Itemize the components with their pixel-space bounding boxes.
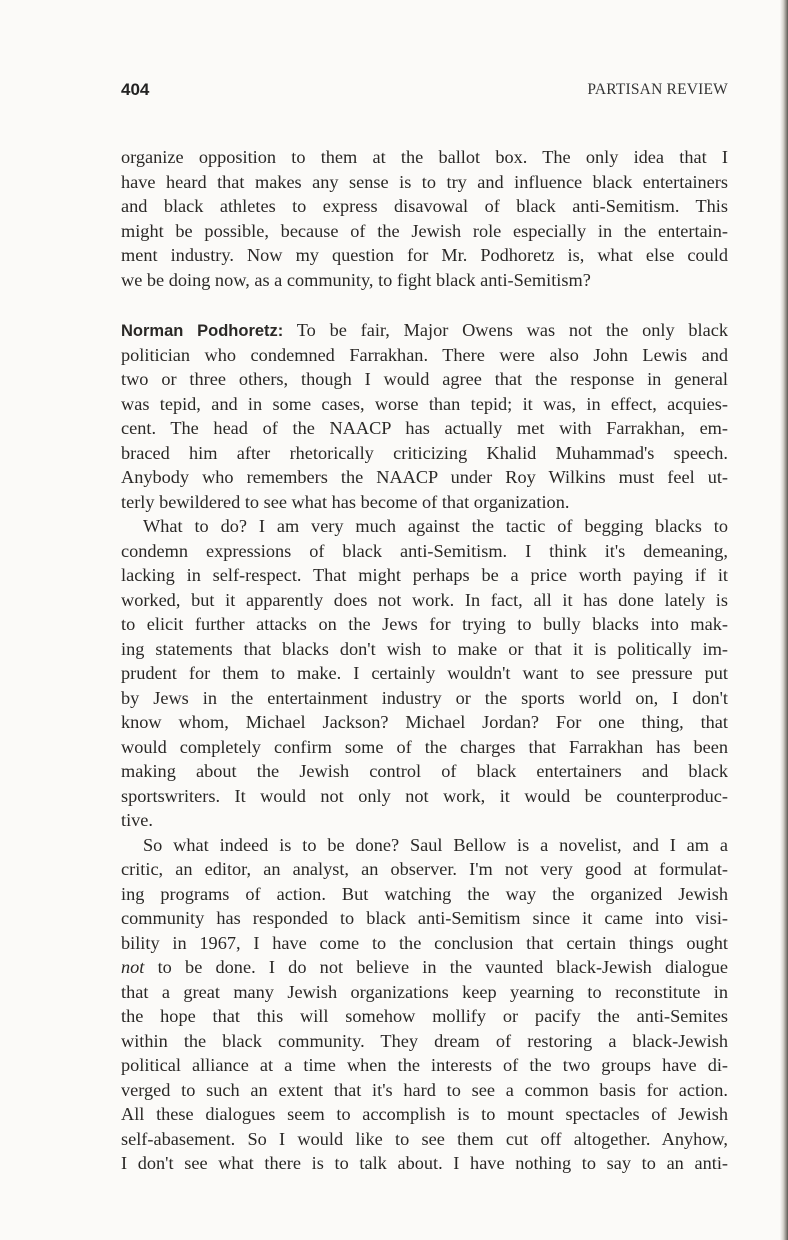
text-line bbox=[121, 857, 728, 882]
text-line bbox=[121, 318, 728, 343]
text-line bbox=[121, 1004, 728, 1029]
text-line bbox=[121, 514, 728, 539]
text-line bbox=[121, 955, 728, 980]
text-line bbox=[121, 343, 728, 368]
line-text: two or three others, though I would agree that the response in general bbox=[121, 369, 728, 389]
text-line bbox=[121, 416, 728, 441]
speaker-name: Norman Podhoretz: bbox=[121, 322, 284, 340]
text-line bbox=[121, 563, 728, 588]
text-line bbox=[121, 490, 728, 515]
text-line bbox=[121, 194, 728, 219]
line-text: tive. bbox=[121, 810, 153, 830]
text-line bbox=[121, 268, 728, 293]
line-text: political alliance at a time when the interests of the two groups have di- bbox=[121, 1055, 728, 1075]
line-text: I don't see what there is to talk about. I have nothing to say to an anti- bbox=[121, 1153, 728, 1173]
line-text: we be doing now, as a community, to fight black anti-Semitism? bbox=[121, 269, 591, 290]
text-line bbox=[121, 833, 728, 858]
line-text: Anybody who remembers the NAACP under Roy Wilkins must feel ut- bbox=[121, 467, 728, 487]
text-line bbox=[121, 1078, 728, 1103]
line-text: sportswriters. It would not only not work, it would be counterproduc- bbox=[121, 785, 728, 806]
line-text: prudent for them to make. I certainly wouldn't want to see pressure put bbox=[121, 663, 728, 683]
text-line bbox=[121, 588, 728, 613]
page-edge-shadow bbox=[780, 0, 788, 1240]
text-line bbox=[121, 1053, 728, 1078]
text-line bbox=[121, 145, 728, 170]
line-text: critic, an editor, an analyst, an observer. I'm not very good at formulat- bbox=[121, 859, 728, 879]
paragraph bbox=[121, 833, 728, 1176]
text-line bbox=[121, 808, 728, 833]
text-line bbox=[121, 686, 728, 711]
text-line bbox=[121, 1102, 728, 1127]
line-text: cent. The head of the NAACP has actually met with Farrakhan, em- bbox=[121, 418, 728, 438]
line-text: the hope that this will somehow mollify or pacify the anti-Semites bbox=[121, 1006, 728, 1026]
line-text: within the black community. They dream of restoring a black-Jewish bbox=[121, 1030, 728, 1051]
line-text: ing statements that blacks don't wish to make or that it is politically im- bbox=[121, 638, 728, 659]
line-text: bility in 1967, I have come to the conclusion that certain things ought bbox=[121, 932, 728, 953]
text-line bbox=[121, 882, 728, 907]
text-line bbox=[121, 1151, 728, 1176]
text-line bbox=[121, 906, 728, 931]
text-line bbox=[121, 637, 728, 662]
line-text: politician who condemned Farrakhan. There were also John Lewis and bbox=[121, 344, 728, 365]
line-text: might be possible, because of the Jewish role especially in the entertain- bbox=[121, 220, 728, 241]
line-text: terly bewildered to see what has become of that organization. bbox=[121, 491, 570, 512]
line-text: To be fair, Major Owens was not the only black bbox=[283, 320, 729, 340]
text-line bbox=[121, 1029, 728, 1054]
text-line bbox=[121, 1127, 728, 1152]
text-line bbox=[121, 931, 728, 956]
paragraph bbox=[121, 145, 728, 292]
line-text: What to do? I am very much against the tactic of begging blacks to bbox=[143, 516, 728, 536]
running-header bbox=[121, 80, 728, 106]
paragraph bbox=[121, 318, 728, 514]
line-text: All these dialogues seem to accomplish is to mount spectacles of Jewish bbox=[121, 1104, 728, 1124]
line-text: condemn expressions of black anti-Semitism. I think it's demeaning, bbox=[121, 540, 728, 561]
text-line bbox=[121, 710, 728, 735]
line-text: by Jews in the entertainment industry or the sports world on, I don't bbox=[121, 687, 728, 708]
text-line bbox=[121, 392, 728, 417]
line-text: would completely confirm some of the charges that Farrakhan has been bbox=[121, 736, 728, 757]
line-text: that a great many Jewish organizations keep yearning to reconstitute in bbox=[121, 981, 728, 1002]
italic-emphasis: not bbox=[121, 957, 145, 977]
line-text: to be done. I do not believe in the vaunted black-Jewish dialogue bbox=[144, 957, 728, 977]
text-line bbox=[121, 465, 728, 490]
line-text: lacking in self-respect. That might perhaps be a price worth paying if it bbox=[121, 565, 728, 585]
line-text: worked, but it apparently does not work. In fact, all it has done lately is bbox=[121, 589, 728, 610]
text-line bbox=[121, 539, 728, 564]
line-text: self-abasement. So I would like to see them cut off altogether. Anyhow, bbox=[121, 1128, 728, 1149]
line-text: community has responded to black anti-Semitism since it came into visi- bbox=[121, 908, 728, 928]
line-text: to elicit further attacks on the Jews for trying to bully blacks into mak- bbox=[121, 614, 728, 634]
line-text: braced him after rhetorically criticizing Khalid Muhammad's speech. bbox=[121, 442, 728, 463]
page-number: 404 bbox=[121, 80, 150, 99]
text-line bbox=[121, 219, 728, 244]
text-line bbox=[121, 367, 728, 392]
line-text: ment industry. Now my question for Mr. Podhoretz is, what else could bbox=[121, 245, 728, 265]
line-text: know whom, Michael Jackson? Michael Jordan? For one thing, that bbox=[121, 712, 728, 732]
line-text: was tepid, and in some cases, worse than tepid; it was, in effect, acquies- bbox=[121, 393, 728, 414]
text-line bbox=[121, 759, 728, 784]
text-line bbox=[121, 243, 728, 268]
text-line bbox=[121, 612, 728, 637]
journal-title: PARTISAN REVIEW bbox=[587, 81, 728, 98]
line-text: So what indeed is to be done? Saul Bellow is a novelist, and I am a bbox=[143, 834, 728, 855]
text-line bbox=[121, 441, 728, 466]
line-text: organize opposition to them at the ballot box. The only idea that I bbox=[121, 147, 728, 167]
text-line bbox=[121, 735, 728, 760]
line-text: have heard that makes any sense is to try and influence black entertainers bbox=[121, 171, 728, 192]
text-line bbox=[121, 170, 728, 195]
article-body bbox=[121, 145, 728, 1176]
text-line bbox=[121, 784, 728, 809]
text-line bbox=[121, 661, 728, 686]
text-line bbox=[121, 980, 728, 1005]
line-text: and black athletes to express disavowal of black anti-Semitism. This bbox=[121, 196, 728, 216]
line-text: ing programs of action. But watching the way the organized Jewish bbox=[121, 883, 728, 904]
paragraph bbox=[121, 514, 728, 833]
line-text: making about the Jewish control of black entertainers and black bbox=[121, 761, 728, 781]
line-text: verged to such an extent that it's hard to see a common basis for action. bbox=[121, 1079, 728, 1100]
